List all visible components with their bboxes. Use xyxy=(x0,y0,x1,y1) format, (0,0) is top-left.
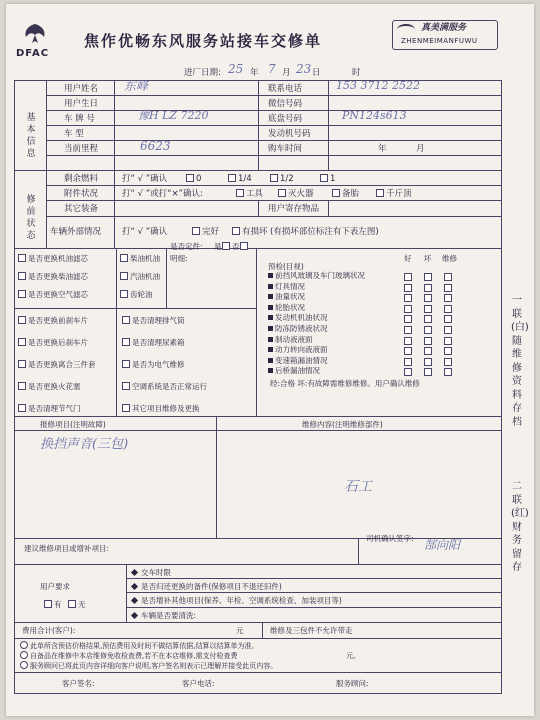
warranty-note: 维修及三包件不允许带走 xyxy=(270,626,353,635)
square-bullet-icon xyxy=(268,284,273,289)
precheck-item: 后桥漏油情况 xyxy=(268,366,320,376)
accessory-hint: 打“ √ ”或打“×”确认: xyxy=(122,189,203,199)
phone-value: 153 3712 2522 xyxy=(336,79,420,92)
precheck-bad-checkbox[interactable] xyxy=(424,284,432,292)
checkbox-icon xyxy=(120,272,128,280)
suggest-label: 建议维修项目或增补项目: xyxy=(24,544,110,553)
exterior-note: (有损坏部位标注有下表左图) xyxy=(270,227,379,237)
check-spark-plug[interactable]: 是否更换火花塞 xyxy=(18,382,81,392)
fuel-option-1[interactable]: 1/4 xyxy=(228,174,252,184)
date-label: 进厂日期: xyxy=(184,68,221,78)
oil-gasoline-check[interactable]: 汽油机油 xyxy=(120,272,160,282)
precheck-col-bad: 坏 xyxy=(424,254,432,263)
check-throttle[interactable]: 是否清理节气门 xyxy=(18,404,81,414)
precheck-repair-checkbox[interactable] xyxy=(444,315,452,323)
chassis-label: 底盘号码 xyxy=(268,114,303,124)
fixed-parts-label: 是否定件: xyxy=(170,242,203,251)
customer-phone-label: 客户电话: xyxy=(182,679,215,688)
precheck-item: 发动机机油状况 xyxy=(268,313,328,323)
dongfeng-logo-icon xyxy=(20,22,50,46)
date-day: 23 xyxy=(296,62,312,76)
precheck-bad-checkbox[interactable] xyxy=(424,305,432,313)
other-equipment-label: 其它装备 xyxy=(64,204,99,214)
checkbox-icon xyxy=(192,227,200,235)
check-exhaust[interactable]: 是否清理排气筒 xyxy=(122,316,185,326)
checkbox-icon xyxy=(18,382,26,390)
checkbox-icon xyxy=(18,404,26,412)
check-rear-brake[interactable]: 是否更换后刹车片 xyxy=(18,338,88,348)
precheck-repair-checkbox[interactable] xyxy=(444,305,452,313)
diamond-bullet-icon xyxy=(131,583,138,590)
precheck-item: 前挡风玻璃及车门玻璃状况 xyxy=(268,271,365,281)
checkbox-icon xyxy=(122,316,130,324)
precheck-good-checkbox[interactable] xyxy=(404,358,412,366)
precheck-item: 制动液液面 xyxy=(268,335,313,345)
check-electrical[interactable]: 是否为电气维修 xyxy=(122,360,185,370)
precheck-good-checkbox[interactable] xyxy=(404,326,412,334)
precheck-bad-checkbox[interactable] xyxy=(424,326,432,334)
precheck-good-checkbox[interactable] xyxy=(404,337,412,345)
requests-yes[interactable]: 有 xyxy=(44,600,62,610)
fuel-option-3[interactable]: 1 xyxy=(320,174,335,184)
fuel-option-0[interactable]: 0 xyxy=(186,174,201,184)
checkbox-icon xyxy=(236,189,244,197)
precheck-bad-checkbox[interactable] xyxy=(424,358,432,366)
accessory-extinguisher[interactable]: 灭火器 xyxy=(278,189,314,199)
square-bullet-icon xyxy=(268,315,273,320)
checkbox-icon xyxy=(278,189,286,197)
checkbox-icon xyxy=(332,189,340,197)
model-label: 车 型 xyxy=(64,129,84,139)
section-basic: 基本信息 xyxy=(26,113,36,159)
checkbox-icon xyxy=(228,174,236,182)
checkbox-icon xyxy=(122,404,130,412)
date-year: 25 xyxy=(228,62,244,76)
belongings-label: 用户寄存物品 xyxy=(268,204,320,214)
precheck-label: 预检(目视) xyxy=(268,262,304,271)
purchase-month-unit: 月 xyxy=(416,144,425,154)
precheck-item: 动力转向液液面 xyxy=(268,345,328,355)
driver-sign-label: 司机确认签字: xyxy=(366,534,414,543)
diamond-bullet-icon xyxy=(131,569,138,576)
precheck-item: 油量状况 xyxy=(268,292,305,302)
checkbox-icon xyxy=(122,338,130,346)
owner-value: 东峰 xyxy=(124,79,149,93)
repair-content-header: 维修内容(注明维修部件) xyxy=(302,420,383,429)
precheck-col-good: 好 xyxy=(404,254,412,263)
service-badge xyxy=(392,20,498,50)
check-ac[interactable]: 空调系统是否正常运行 xyxy=(122,382,207,392)
fee-unit: 元 xyxy=(236,626,244,635)
fuel-hint: 打“ √ ”确认 xyxy=(122,174,168,184)
mileage-value: 6623 xyxy=(140,139,171,153)
checkbox-icon xyxy=(376,189,384,197)
checkbox-icon xyxy=(68,600,76,608)
square-bullet-icon xyxy=(268,294,273,299)
circle-bullet-icon xyxy=(20,651,28,659)
precheck-good-checkbox[interactable] xyxy=(404,284,412,292)
owner-label: 用户姓名 xyxy=(64,84,99,94)
checkbox-icon xyxy=(270,174,278,182)
note-3: 服务顾问已将此页内容详细向客户说明,客户签名则表示已理解并接受此页内容。 xyxy=(20,661,277,671)
check-other[interactable]: 其它项目维修及更换 xyxy=(122,404,200,414)
badge-swoosh-icon xyxy=(397,24,415,35)
requests-label: 用户要求 xyxy=(40,582,70,591)
time-unit: 时 xyxy=(352,68,361,78)
precheck-bad-checkbox[interactable] xyxy=(424,337,432,345)
precheck-good-checkbox[interactable] xyxy=(404,347,412,355)
checkbox-icon xyxy=(122,382,130,390)
purchase-year-unit: 年 xyxy=(378,144,387,154)
request-wash: 车辆是否要清洗: xyxy=(132,611,196,621)
precheck-repair-checkbox[interactable] xyxy=(444,284,452,292)
month-unit: 月 xyxy=(282,68,291,78)
precheck-col-repair: 维修 xyxy=(442,254,457,263)
precheck-item: 轮胎状况 xyxy=(268,303,305,313)
checkbox-icon xyxy=(320,174,328,182)
checkbox-icon xyxy=(18,254,26,262)
driver-signature: 郜向阳 xyxy=(424,538,461,552)
precheck-bad-checkbox[interactable] xyxy=(424,368,432,376)
exterior-hint: 打“ √ ”确认 xyxy=(122,227,168,237)
detail-label: 明细: xyxy=(170,254,188,263)
fee-total-label: 费用合计(客户): xyxy=(22,626,76,635)
accessory-jack[interactable]: 千斤顶 xyxy=(376,189,412,199)
circle-bullet-icon xyxy=(20,641,28,649)
badge-en: ZHENMEIMANFUWU xyxy=(401,37,478,45)
filter-air-check[interactable]: 是否更换空气滤芯 xyxy=(18,290,88,300)
square-bullet-icon xyxy=(268,368,273,373)
customer-sign-label: 客户签名: xyxy=(62,679,95,688)
check-front-brake[interactable]: 是否更换前刹车片 xyxy=(18,316,88,326)
note-1: 此单所含预估价格结果,预估费用及时间不做结算依据,结算以结算单为准。 xyxy=(20,641,258,651)
checkbox-icon xyxy=(18,316,26,324)
exterior-label: 车辆外部情况 xyxy=(50,227,102,237)
badge-cn: 真美满服务 xyxy=(421,23,467,33)
precheck-bad-checkbox[interactable] xyxy=(424,294,432,302)
request-extra-items: 是否增补其他项目(保养、年检、空调系统检查、加装项目等) xyxy=(132,596,342,606)
fixed-yes[interactable]: 是 xyxy=(214,242,232,252)
chassis-value: PN124s613 xyxy=(342,109,407,122)
fuel-label: 剩余燃料 xyxy=(64,174,99,184)
square-bullet-icon xyxy=(268,305,273,310)
purchase-label: 购车时间 xyxy=(268,144,303,154)
precheck-good-checkbox[interactable] xyxy=(404,315,412,323)
precheck-repair-checkbox[interactable] xyxy=(444,337,452,345)
checkbox-icon xyxy=(44,600,52,608)
checkbox-icon xyxy=(120,290,128,298)
diamond-bullet-icon xyxy=(131,612,138,619)
checkbox-icon xyxy=(122,360,130,368)
brand-text: DFAC xyxy=(16,48,50,59)
precheck-repair-checkbox[interactable] xyxy=(444,347,452,355)
request-deadline: 交车时限 xyxy=(132,568,171,578)
form-title: 焦作优畅东风服务站接车交修单 xyxy=(84,32,323,50)
precheck-bad-checkbox[interactable] xyxy=(424,347,432,355)
precheck-good-checkbox[interactable] xyxy=(404,368,412,376)
copy-red-note: 二联(红)财务留存 xyxy=(511,481,529,573)
oil-diesel-check[interactable]: 柴油机油 xyxy=(120,254,160,264)
engine-label: 发动机号码 xyxy=(268,129,311,139)
precheck-repair-checkbox[interactable] xyxy=(444,368,452,376)
circle-bullet-icon xyxy=(20,661,28,669)
filter-diesel-check[interactable]: 是否更换柴油滤芯 xyxy=(18,272,88,282)
mileage-label: 当前里程 xyxy=(64,144,99,154)
advisor-label: 服务顾问: xyxy=(336,679,369,688)
square-bullet-icon xyxy=(268,358,273,363)
year-unit: 年 xyxy=(250,68,259,78)
fixed-no[interactable]: 否 xyxy=(232,242,250,252)
request-return-parts: 是否归还更换的备件(保修项目不退还旧件) xyxy=(132,582,282,592)
accessory-tools[interactable]: 工具 xyxy=(236,189,263,199)
precheck-repair-checkbox[interactable] xyxy=(444,294,452,302)
diamond-bullet-icon xyxy=(131,597,138,604)
phone-label: 联系电话 xyxy=(268,84,303,94)
date-month: 7 xyxy=(268,62,276,76)
square-bullet-icon xyxy=(268,326,273,331)
checkbox-icon xyxy=(18,360,26,368)
precheck-good-checkbox[interactable] xyxy=(404,273,412,281)
check-clutch[interactable]: 是否更换离合三件套 xyxy=(18,360,96,370)
square-bullet-icon xyxy=(268,273,273,278)
checkbox-icon xyxy=(18,338,26,346)
service-order-form xyxy=(6,4,534,716)
plate-value: 豫H LZ 7220 xyxy=(138,109,209,122)
filter-oil-check[interactable]: 是否更换机油滤芯 xyxy=(18,254,88,264)
birthday-label: 用户生日 xyxy=(64,99,99,109)
requests-no[interactable]: 无 xyxy=(68,600,86,610)
precheck-item: 灯具情况 xyxy=(268,282,305,292)
exterior-damaged[interactable]: 有损坏 xyxy=(232,227,268,237)
repair-items-header: 报修项目(注明故障) xyxy=(40,420,106,429)
square-bullet-icon xyxy=(268,347,273,352)
plate-label: 车 牌 号 xyxy=(64,114,95,124)
checkbox-icon xyxy=(18,272,26,280)
check-urea[interactable]: 是否清理尿素箱 xyxy=(122,338,185,348)
accessory-spare-tire[interactable]: 备胎 xyxy=(332,189,359,199)
precheck-repair-checkbox[interactable] xyxy=(444,273,452,281)
precheck-repair-checkbox[interactable] xyxy=(444,358,452,366)
square-bullet-icon xyxy=(268,337,273,342)
wechat-label: 微信号码 xyxy=(268,99,303,109)
precheck-bad-checkbox[interactable] xyxy=(424,315,432,323)
oil-gear-check[interactable]: 齿轮油 xyxy=(120,290,153,300)
section-status: 修前状态 xyxy=(26,195,36,241)
precheck-result: 经:合格 坏:有故障需维修维修。用户确认维修 xyxy=(270,379,420,388)
repair-content-value: 石工 xyxy=(344,479,372,495)
checkbox-icon xyxy=(186,174,194,182)
checkbox-icon xyxy=(120,254,128,262)
accessory-label: 附件状况 xyxy=(64,189,99,199)
precheck-good-checkbox[interactable] xyxy=(404,294,412,302)
precheck-repair-checkbox[interactable] xyxy=(444,326,452,334)
note-2: 自备品在维修中本店维修免收检查费,若不在本店维修,需支付检查费 xyxy=(20,651,237,661)
exterior-ok[interactable]: 完好 xyxy=(192,227,219,237)
checkbox-icon xyxy=(232,227,240,235)
note-2-unit: 元。 xyxy=(346,652,360,660)
precheck-good-checkbox[interactable] xyxy=(404,305,412,313)
checkbox-icon xyxy=(222,242,230,250)
precheck-item: 防冻防锈液状况 xyxy=(268,324,328,334)
checkbox-icon xyxy=(240,242,248,250)
precheck-item: 变速箱漏油情况 xyxy=(268,356,328,366)
repair-items-value: 换挡声音(三包) xyxy=(40,437,129,452)
precheck-bad-checkbox[interactable] xyxy=(424,273,432,281)
checkbox-icon xyxy=(18,290,26,298)
fuel-option-2[interactable]: 1/2 xyxy=(270,174,294,184)
day-unit: 日 xyxy=(312,68,321,78)
copy-white-note: 一联(白)随维修资料存档 xyxy=(511,295,529,428)
